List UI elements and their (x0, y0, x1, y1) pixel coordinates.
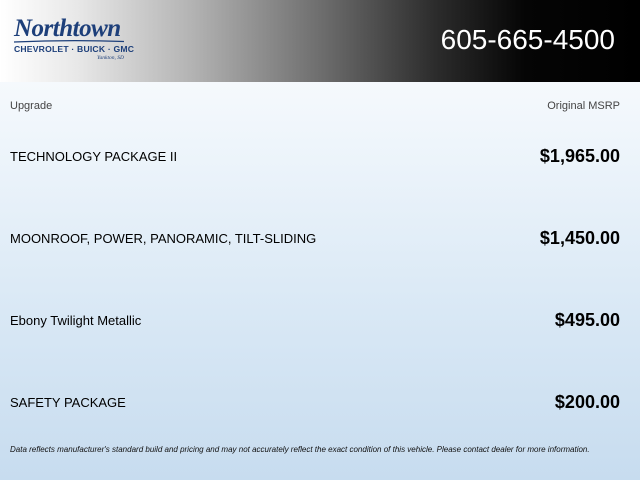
upgrade-name: MOONROOF, POWER, PANORAMIC, TILT-SLIDING (10, 231, 317, 246)
upgrade-name: Ebony Twilight Metallic (10, 313, 142, 328)
logo-location: Yankton, SD (97, 55, 124, 61)
upgrade-row (10, 391, 620, 415)
logo-swoosh-icon (14, 40, 124, 43)
upgrade-name: TECHNOLOGY PACKAGE II (10, 149, 178, 164)
upgrade-price: $1,965.00 (539, 146, 620, 166)
column-header-upgrade: Upgrade (10, 100, 53, 112)
logo-brands: CHEVROLET · BUICK · GMC (14, 44, 135, 54)
upgrade-price: $200.00 (554, 392, 620, 412)
upgrade-row (10, 227, 620, 251)
upgrade-price: $495.00 (554, 310, 620, 330)
upgrade-name: SAFETY PACKAGE (10, 395, 126, 410)
header-banner (0, 0, 640, 82)
dealer-phone[interactable]: 605-665-4500 (440, 24, 615, 55)
upgrade-row (10, 145, 620, 169)
column-header-msrp: Original MSRP (547, 100, 620, 112)
logo-wordmark: Northtown (14, 15, 121, 42)
disclaimer-text: Data reflects manufacturer's standard build and pricing and may not accurately reflect the exact condition of this vehicle. Please contact dealer for more information. (10, 445, 590, 454)
dealer-logo[interactable] (12, 15, 135, 66)
upgrade-price: $1,450.00 (539, 228, 620, 248)
upgrade-row (10, 309, 620, 333)
